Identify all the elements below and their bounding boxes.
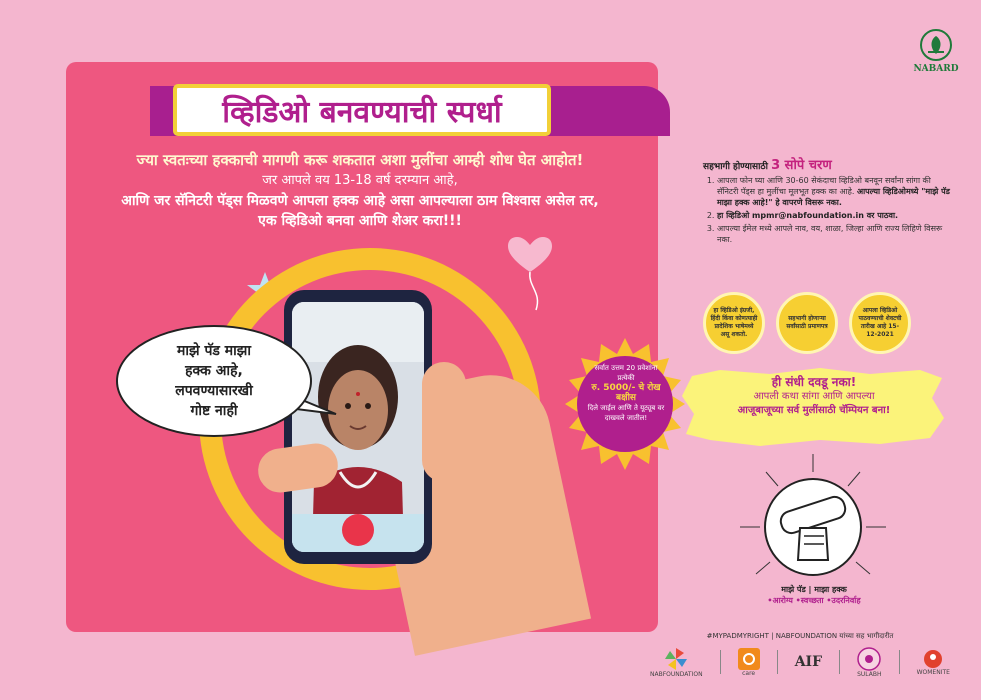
steps-section <box>703 160 953 247</box>
partner-label: care <box>742 669 756 677</box>
intro-line-3: आणि जर सॅनिटरी पॅड्स मिळवणे आपला हक्क आहे असा आपल्याला ठाम विश्वास असेल तर, <box>121 193 599 209</box>
partner-label: SULABH <box>857 670 882 678</box>
emblem-caption-2: •आरोग्य •स्वच्छता •उदरनिर्वाह <box>767 596 861 605</box>
divider <box>777 650 778 674</box>
info-coin-certificate: सहभागी होणाऱ्या सर्वांसाठी प्रमाणपत्र <box>776 292 838 354</box>
info-coin-deadline: आपला व्हिडिओ पाठवण्याची शेवटची तारीख आहे 15-12-2021 <box>849 292 911 354</box>
step-2-bold: हा व्हिडिओ mpmr@nabfoundation.in वर पाठवा. <box>717 211 899 220</box>
page-title: व्हिडिओ बनवण्याची स्पर्धा <box>173 84 551 136</box>
prize-amount: रु. 5000/- चे रोख बक्षीस <box>591 383 661 403</box>
step-3-text: आपल्या ईमेल मध्ये आपले नाव, वय, शाळा, जिल्हा आणि राज्य लिहिणे विसरू नका. <box>717 224 943 244</box>
steps-heading-prefix: सहभागी होण्यासाठी <box>703 162 768 172</box>
fist-pad-icon <box>766 480 860 574</box>
partner-label: NABFOUNDATION <box>650 670 703 678</box>
partner-label: AIF <box>794 654 823 670</box>
step-1-bold: आपल्या व्हिडिओमध्ये "माझे पॅड माझा हक्क आहे!" हे वापरणे विसरू नका. <box>717 187 950 207</box>
womenite-logo-icon <box>923 649 943 669</box>
step-1-text: आपला फोन घ्या आणि 30-60 सेकंदाचा व्हिडिओ बनवून सर्वांना सांगा की सॅनिटरी पॅड्स हा मुलींचा मूलभूत हक्क का आहे. <box>717 176 931 196</box>
partner-care <box>738 648 760 677</box>
intro-line-4: एक व्हिडिओ बनवा आणि शेअर करा!!! <box>258 213 462 229</box>
nabard-emblem-icon <box>919 28 953 62</box>
care-logo-icon <box>738 648 760 670</box>
emblem-caption-1: माझे पॅड | माझा हक्क <box>781 585 847 594</box>
partner-sulabh <box>857 647 881 678</box>
bubble-line-3: लपवण्यासारखी <box>175 383 253 399</box>
intro-line-2: जर आपले वय 13-18 वर्ष दरम्यान आहे, <box>262 173 458 188</box>
speech-bubble <box>116 325 312 437</box>
cta-line-1: ही संधी दवडू नका! <box>771 375 857 389</box>
prize-text <box>585 363 667 423</box>
steps-list <box>717 175 953 245</box>
intro-line-1: ज्या स्वतःच्या हक्काची मागणी करू शकतात अशा मुलींचा आम्ही शोध घेत आहोत! <box>136 151 584 169</box>
steps-heading-highlight: 3 सोपे चरण <box>771 158 832 173</box>
divider <box>720 650 721 674</box>
step-item <box>717 210 953 221</box>
bubble-line-4: गोष्ट नाही <box>190 403 238 419</box>
partner-logos <box>650 644 950 680</box>
info-coin-language: हा व्हिडिओ इंग्रजी, हिंदी किंवा कोणत्याही प्रादेशिक भाषेमध्ये असू शकतो. <box>703 292 765 354</box>
partner-label: WOMENITE <box>916 668 950 676</box>
pinwheel-icon <box>664 647 688 671</box>
sulabh-logo-icon <box>857 647 881 671</box>
emblem-caption <box>734 584 894 606</box>
prize-line-1: सर्वात उत्तम 20 प्रवेशांना प्रत्येकी <box>594 364 658 382</box>
intro-text <box>75 150 645 231</box>
partner-aif <box>795 654 822 670</box>
divider <box>899 650 900 674</box>
step-item <box>717 175 953 208</box>
partner-womenite <box>917 649 950 676</box>
footer-hashtag: #MYPADMYRIGHT | NABFOUNDATION यांच्या सह भागीदारीत <box>706 632 894 640</box>
nabard-label: NABARD <box>913 64 959 74</box>
steps-heading <box>703 160 953 173</box>
hand-finger <box>422 362 466 482</box>
partner-nabfoundation <box>650 647 703 678</box>
heart-balloon-icon <box>500 232 570 312</box>
bubble-line-2: हक्क आहे, <box>185 363 243 379</box>
record-button[interactable] <box>342 514 374 546</box>
step-item <box>717 223 953 245</box>
bubble-line-1: माझे पॅड माझा <box>177 343 251 359</box>
cta-line-3: आजूबाजूच्या सर्व मुलींसाठी चॅम्पियन बना! <box>737 405 891 416</box>
nabard-logo <box>906 28 966 74</box>
cta-line-2: आपली कथा सांगा आणि आपल्या <box>753 391 875 402</box>
divider <box>839 650 840 674</box>
mypadmyright-emblem <box>764 478 862 576</box>
cta-banner <box>692 374 936 418</box>
prize-line-2: दिले जाईल आणि ते यूट्यूब वर दाखवले जातील! <box>587 404 665 422</box>
